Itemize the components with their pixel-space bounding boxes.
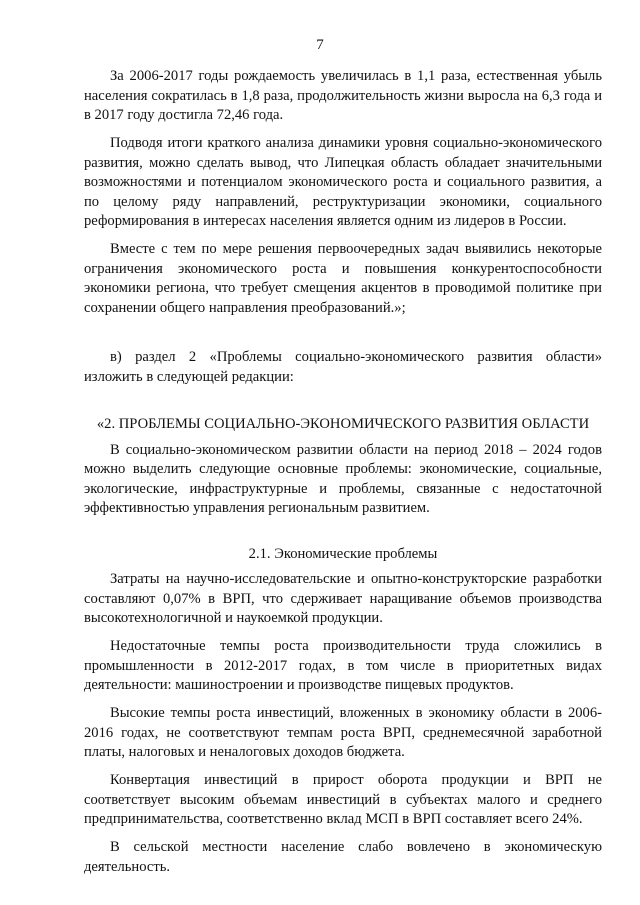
paragraph-growth-limits: Вместе с тем по мере решения первоочередных задач выявились некоторые ограничения экономического роста и повышения конкурентоспособности экономики региона, что требует смещения акцентов в проводимой политике при сохранении общего направления преобразований.»; [84, 241, 602, 316]
subsection-heading: 2.1. Экономические проблемы [248, 545, 438, 562]
paragraph-productivity: Недостаточные темпы роста производительности труда сложились в промышленности в 2012-2017 годах, в том числе в приоритетных видах деятельности: машиностроении и производстве пищевых продуктов. [84, 638, 602, 693]
document-body [84, 67, 602, 886]
paragraph-rnd-costs: Затраты на научно-исследовательские и опытно-конструкторские разработки составляют 0,07% в ВРП, что сдерживает наращивание объемов производства высокотехнологичной и наукоемкой продукции. [84, 571, 602, 626]
paragraph-analysis-summary: Подводя итоги краткого анализа динамики уровня социально-экономического развития, можно сделать вывод, что Липецкая область обладает значительными возможностями и потенциалом экономического роста и социального развития, а по целому ряду направлений, реструктуризации экономики, социального реформирования в интересах населения является одним из лидеров в России. [84, 135, 602, 229]
paragraph-investment-growth: Высокие темпы роста инвестиций, вложенных в экономику области в 2006-2016 годах, не соответствуют темпам роста ВРП, среднемесячной заработной платы, налоговых и неналоговых доходов бюджета. [84, 705, 602, 760]
paragraph-birth-rate: За 2006-2017 годы рождаемость увеличилась в 1,1 раза, естественная убыль населения сократилась в 1,8 раза, продолжительность жизни выросла на 6,3 года и в 2017 году достигла 72,46 года. [84, 68, 602, 123]
paragraph-investment-conversion: Конвертация инвестиций в прирост оборота продукции и ВРП не соответствует высоким объемам инвестиций в субъектах малого и среднего предпринимательства, соответственно вклад МСП в ВРП составляет всего 24%. [84, 772, 602, 827]
section-heading: «2. ПРОБЛЕМЫ СОЦИАЛЬНО-ЭКОНОМИЧЕСКОГО РАЗВИТИЯ ОБЛАСТИ [96, 416, 590, 432]
paragraph-amendment: в) раздел 2 «Проблемы социально-экономического развития области» изложить в следующей редакции: [84, 349, 602, 385]
page-number: 7 [316, 37, 324, 53]
paragraph-rural-population: В сельской местности население слабо вовлечено в экономическую деятельность. [84, 839, 602, 875]
paragraph-section-intro: В социально-экономическом развитии области на период 2018 – 2024 годов можно выделить следующие основные проблемы: экономические, социальные, экологические, инфраструктурные и проблемы, связанные с недостаточной эффективностью управления региональным развитием. [84, 441, 602, 516]
